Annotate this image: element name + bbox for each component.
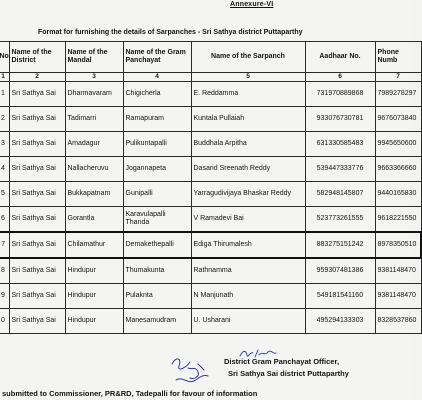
cell-aadhaar: 523773261555	[305, 207, 375, 233]
cell-serial: 8	[0, 258, 9, 284]
cell-district: Sri Sathya Sai	[9, 258, 65, 284]
cell-phone: 9381148470	[375, 284, 421, 309]
cell-phone: 9381148470	[375, 258, 421, 284]
column-number: 6	[305, 73, 375, 82]
cell-serial: 2	[0, 107, 9, 132]
cell-sarpanch: Ediga Thirumalesh	[191, 232, 305, 258]
table-row	[0, 232, 421, 258]
column-number: 1	[0, 73, 9, 82]
cell-mandal: Hindupur	[65, 284, 123, 309]
header-district: Name of the District	[9, 42, 65, 73]
table-header-row	[0, 42, 421, 73]
cell-sarpanch: Kuntala Pullaiah	[191, 107, 305, 132]
cell-gram-panchayat: Manesamudram	[123, 309, 191, 334]
cell-mandal: Amadagur	[65, 132, 123, 157]
column-number: 5	[191, 73, 305, 82]
signatory-district: Sri Sathya Sai district Puttaparthy	[228, 369, 349, 378]
cell-aadhaar: 582948145807	[305, 182, 375, 207]
header-sarpanch: Name of the Sarpanch	[191, 42, 305, 73]
cell-mandal: Gorantla	[65, 207, 123, 233]
cell-mandal: Tadimarri	[65, 107, 123, 132]
cell-phone: 8328537860	[375, 309, 421, 334]
cell-aadhaar: 495294133303	[305, 309, 375, 334]
cell-gram-panchayat: Pulikuntapalli	[123, 132, 191, 157]
cell-gram-panchayat: Gunipalli	[123, 182, 191, 207]
cell-serial: 9	[0, 284, 9, 309]
cell-gram-panchayat: Chigicherla	[123, 82, 191, 107]
cell-gram-panchayat: Thumakunta	[123, 258, 191, 284]
cell-sarpanch: Dasarid Sreenath Reddy	[191, 157, 305, 182]
cell-aadhaar: 731970889868	[305, 82, 375, 107]
column-number: 2	[9, 73, 65, 82]
cell-district: Sri Sathya Sai	[9, 82, 65, 107]
header-mandal: Name of the Mandal	[65, 42, 123, 73]
table-row	[0, 309, 421, 334]
table-row	[0, 107, 421, 132]
cell-mandal: Nallacheruvu	[65, 157, 123, 182]
table-row	[0, 82, 421, 107]
cell-gram-panchayat: Demakethepalli	[123, 232, 191, 258]
cell-mandal: Hindupur	[65, 258, 123, 284]
cell-mandal: Chilamathur	[65, 232, 123, 258]
header-gram-panchayat: Name of the Gram Panchayat	[123, 42, 191, 73]
cell-aadhaar: 933076730781	[305, 107, 375, 132]
cell-phone: 7989278297	[375, 82, 421, 107]
cell-serial: 7	[0, 232, 9, 258]
column-number: 7	[375, 73, 421, 82]
cell-sarpanch: Buddhala Arpitha	[191, 132, 305, 157]
cell-sarpanch: Rathnamma	[191, 258, 305, 284]
cell-gram-panchayat: Jogannapeta	[123, 157, 191, 182]
table-row	[0, 157, 421, 182]
cell-mandal: Dharmavaram	[65, 82, 123, 107]
annexure-label: Annexure-VI	[230, 1, 274, 8]
cell-sarpanch: N Manjunath	[191, 284, 305, 309]
table-row	[0, 258, 421, 284]
cell-aadhaar: 631330585483	[305, 132, 375, 157]
table-row	[0, 182, 421, 207]
cell-gram-panchayat: Ramapuram	[123, 107, 191, 132]
cell-serial: 4	[0, 157, 9, 182]
cell-mandal: Hindupur	[65, 309, 123, 334]
cell-district: Sri Sathya Sai	[9, 309, 65, 334]
column-number: 4	[123, 73, 191, 82]
cell-phone: 9440165830	[375, 182, 421, 207]
cell-serial: 3	[0, 132, 9, 157]
sarpanch-table	[0, 41, 422, 334]
table-row	[0, 284, 421, 309]
cell-sarpanch: V Ramadevi Bai	[191, 207, 305, 233]
cell-serial: 6	[0, 207, 9, 233]
cell-sarpanch: E. Reddamma	[191, 82, 305, 107]
cell-district: Sri Sathya Sai	[9, 157, 65, 182]
header-aadhaar: Aadhaar No.	[305, 42, 375, 73]
cell-aadhaar: 539447333776	[305, 157, 375, 182]
cell-phone: 9663366660	[375, 157, 421, 182]
cell-phone: 9945650600	[375, 132, 421, 157]
cell-aadhaar: 549181541160	[305, 284, 375, 309]
cell-district: Sri Sathya Sai	[9, 284, 65, 309]
cell-serial: 5	[0, 182, 9, 207]
cell-sarpanch: U. Usharani	[191, 309, 305, 334]
cell-district: Sri Sathya Sai	[9, 132, 65, 157]
cell-district: Sri Sathya Sai	[9, 107, 65, 132]
header-phone: Phone Numb	[375, 42, 421, 73]
cell-gram-panchayat: Pulaknta	[123, 284, 191, 309]
cell-mandal: Bukkapatnam	[65, 182, 123, 207]
cell-serial: 0	[0, 309, 9, 334]
cell-district: Sri Sathya Sai	[9, 182, 65, 207]
cell-phone: 9618221550	[375, 207, 421, 233]
cell-gram-panchayat: Karavulapalli Thanda	[123, 207, 191, 233]
cell-sarpanch: Yarragudivijaya Bhaskar Reddy	[191, 182, 305, 207]
column-number-row	[0, 73, 421, 82]
handwritten-signature	[168, 354, 212, 390]
cell-aadhaar: 883275151242	[305, 232, 375, 258]
cell-district: Sri Sathya Sai	[9, 207, 65, 233]
column-number: 3	[65, 73, 123, 82]
footer-note: submitted to Commissioner, PR&RD, Tadepalli for favour of information	[2, 389, 258, 398]
cell-phone: 8978350510	[375, 232, 421, 258]
signatory-title: District Gram Panchayat Officer,	[224, 357, 340, 366]
document-subtitle: Format for furnishing the details of Sarpanches - Sri Sathya district Puttaparthy	[38, 29, 303, 36]
cell-serial: 1	[0, 82, 9, 107]
cell-district: Sri Sathya Sai	[9, 232, 65, 258]
cell-aadhaar: 959307481386	[305, 258, 375, 284]
table-row	[0, 132, 421, 157]
table-row	[0, 207, 421, 233]
cell-phone: 9676073840	[375, 107, 421, 132]
header-serial: No.	[0, 42, 9, 73]
